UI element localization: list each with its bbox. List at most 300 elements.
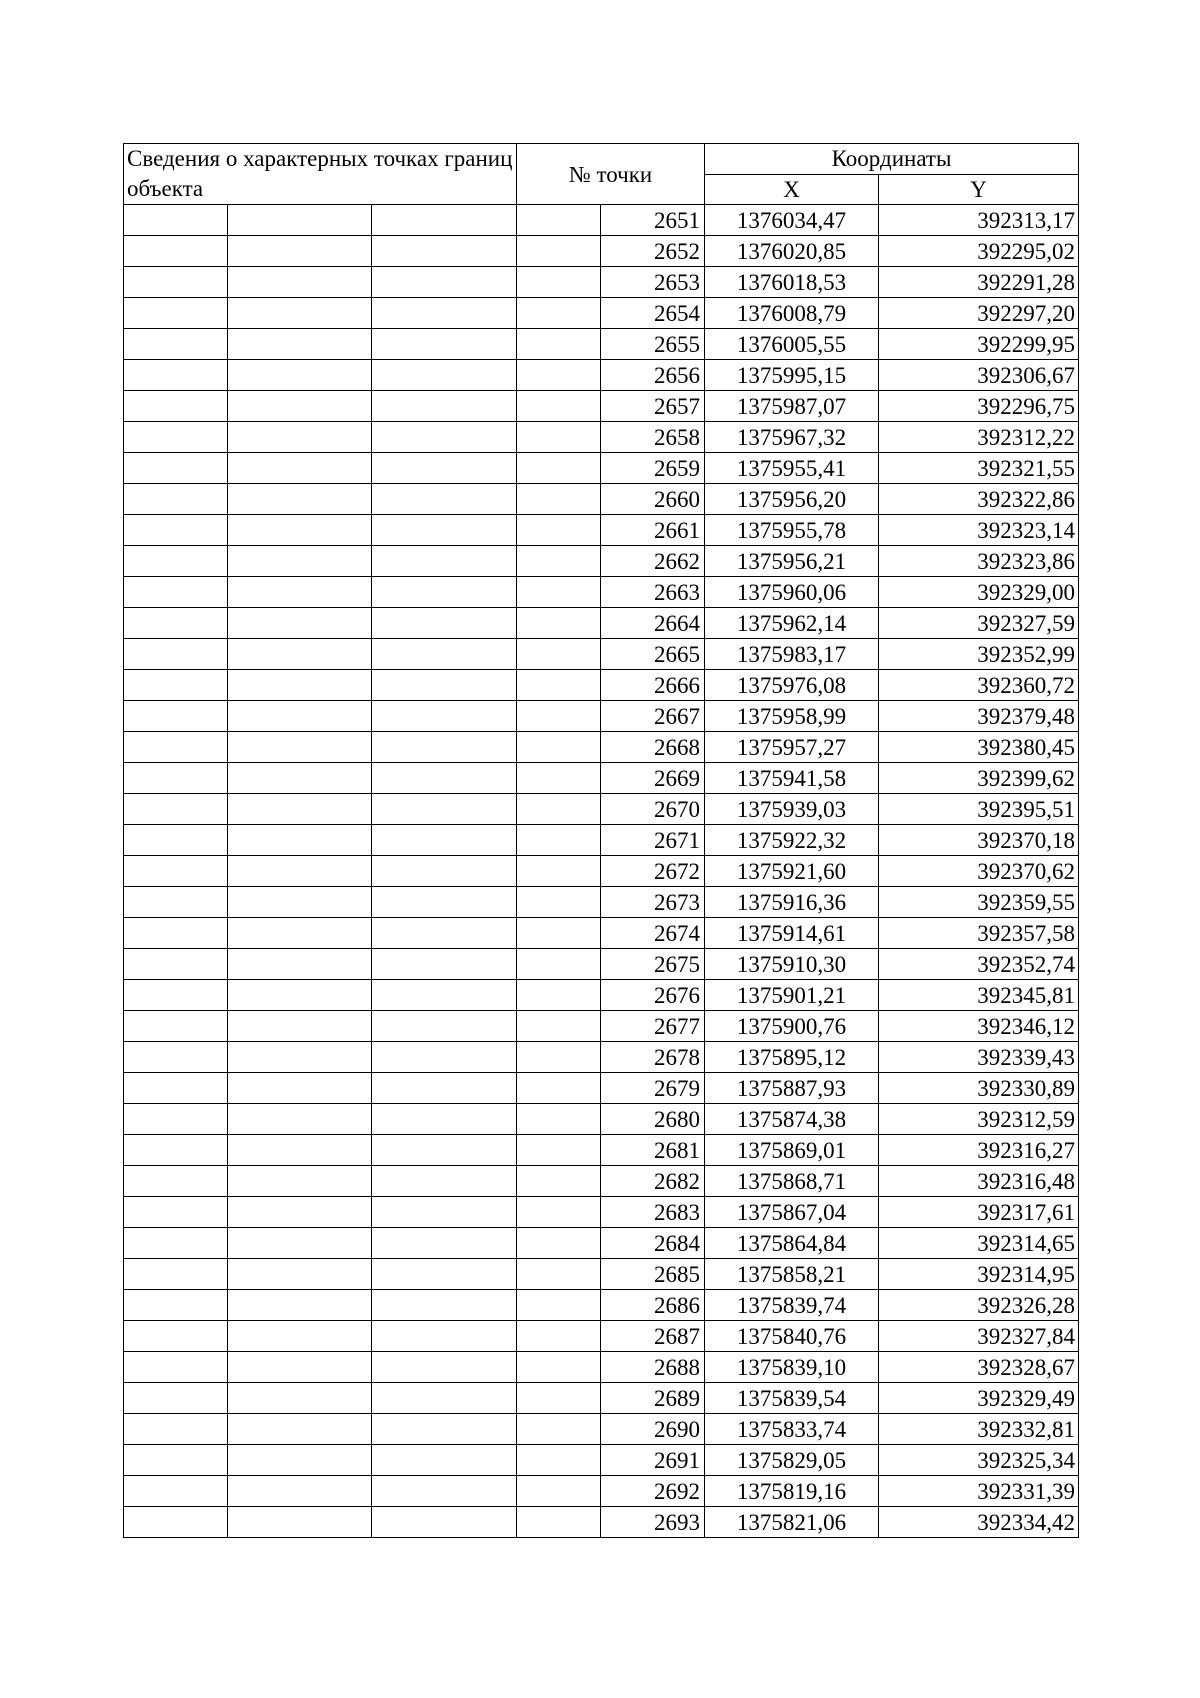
empty-cell xyxy=(124,1352,228,1383)
y-coordinate-cell: 392352,74 xyxy=(879,949,1079,980)
empty-cell xyxy=(372,298,517,329)
point-number-cell: 2671 xyxy=(601,825,705,856)
empty-cell xyxy=(372,1042,517,1073)
table-row xyxy=(124,1259,1079,1290)
empty-cell xyxy=(228,887,372,918)
point-number-cell: 2686 xyxy=(601,1290,705,1321)
empty-cell xyxy=(517,422,601,453)
empty-cell xyxy=(228,825,372,856)
empty-cell xyxy=(372,763,517,794)
empty-cell xyxy=(124,1197,228,1228)
y-coordinate-cell: 392296,75 xyxy=(879,391,1079,422)
empty-cell xyxy=(124,1011,228,1042)
point-number-cell: 2675 xyxy=(601,949,705,980)
table-row xyxy=(124,1073,1079,1104)
empty-cell xyxy=(517,360,601,391)
empty-cell xyxy=(124,918,228,949)
header-row-1 xyxy=(124,144,1079,175)
point-number-cell: 2693 xyxy=(601,1507,705,1538)
empty-cell xyxy=(517,1321,601,1352)
empty-cell xyxy=(228,577,372,608)
empty-cell xyxy=(228,794,372,825)
empty-cell xyxy=(228,1445,372,1476)
empty-cell xyxy=(372,1166,517,1197)
empty-cell xyxy=(228,205,372,236)
table-row xyxy=(124,1042,1079,1073)
y-coordinate-cell: 392299,95 xyxy=(879,329,1079,360)
empty-cell xyxy=(228,1352,372,1383)
x-coordinate-cell: 1375839,10 xyxy=(705,1352,879,1383)
table-row xyxy=(124,980,1079,1011)
x-coordinate-cell: 1375840,76 xyxy=(705,1321,879,1352)
table-row xyxy=(124,484,1079,515)
empty-cell xyxy=(124,980,228,1011)
empty-cell xyxy=(124,1259,228,1290)
empty-cell xyxy=(124,329,228,360)
table-row xyxy=(124,267,1079,298)
x-coordinate-cell: 1375957,27 xyxy=(705,732,879,763)
point-number-cell: 2678 xyxy=(601,1042,705,1073)
table-row xyxy=(124,1507,1079,1538)
y-coordinate-cell: 392313,17 xyxy=(879,205,1079,236)
empty-cell xyxy=(372,608,517,639)
empty-cell xyxy=(372,701,517,732)
empty-cell xyxy=(124,515,228,546)
empty-cell xyxy=(124,608,228,639)
point-number-cell: 2684 xyxy=(601,1228,705,1259)
empty-cell xyxy=(517,1445,601,1476)
x-coordinate-cell: 1376034,47 xyxy=(705,205,879,236)
empty-cell xyxy=(517,1383,601,1414)
empty-cell xyxy=(517,1104,601,1135)
table-row xyxy=(124,856,1079,887)
empty-cell xyxy=(517,391,601,422)
y-coordinate-cell: 392297,20 xyxy=(879,298,1079,329)
empty-cell xyxy=(517,1290,601,1321)
empty-cell xyxy=(228,639,372,670)
empty-cell xyxy=(124,1104,228,1135)
empty-cell xyxy=(517,329,601,360)
empty-cell xyxy=(517,1197,601,1228)
empty-cell xyxy=(124,298,228,329)
empty-cell xyxy=(228,1383,372,1414)
table-row xyxy=(124,329,1079,360)
empty-cell xyxy=(124,422,228,453)
empty-cell xyxy=(228,1228,372,1259)
empty-cell xyxy=(517,732,601,763)
empty-cell xyxy=(124,1166,228,1197)
empty-cell xyxy=(228,267,372,298)
point-number-cell: 2660 xyxy=(601,484,705,515)
y-coordinate-cell: 392380,45 xyxy=(879,732,1079,763)
empty-cell xyxy=(517,608,601,639)
x-coordinate-cell: 1375910,30 xyxy=(705,949,879,980)
empty-cell xyxy=(228,298,372,329)
empty-cell xyxy=(517,577,601,608)
empty-cell xyxy=(372,794,517,825)
x-coordinate-cell: 1375829,05 xyxy=(705,1445,879,1476)
empty-cell xyxy=(517,825,601,856)
y-coordinate-cell: 392360,72 xyxy=(879,670,1079,701)
empty-cell xyxy=(124,887,228,918)
empty-cell xyxy=(228,670,372,701)
point-number-cell: 2672 xyxy=(601,856,705,887)
y-coordinate-cell: 392370,62 xyxy=(879,856,1079,887)
point-number-cell: 2663 xyxy=(601,577,705,608)
x-coordinate-cell: 1375821,06 xyxy=(705,1507,879,1538)
empty-cell xyxy=(372,949,517,980)
empty-cell xyxy=(228,236,372,267)
empty-cell xyxy=(372,732,517,763)
empty-cell xyxy=(124,484,228,515)
x-coordinate-cell: 1375976,08 xyxy=(705,670,879,701)
empty-cell xyxy=(517,794,601,825)
empty-cell xyxy=(124,1073,228,1104)
x-coordinate-cell: 1375900,76 xyxy=(705,1011,879,1042)
empty-cell xyxy=(228,1414,372,1445)
y-coordinate-cell: 392370,18 xyxy=(879,825,1079,856)
empty-cell xyxy=(372,577,517,608)
empty-cell xyxy=(517,515,601,546)
y-coordinate-cell: 392291,28 xyxy=(879,267,1079,298)
empty-cell xyxy=(517,1259,601,1290)
point-number-cell: 2651 xyxy=(601,205,705,236)
empty-cell xyxy=(517,1352,601,1383)
empty-cell xyxy=(372,887,517,918)
empty-cell xyxy=(124,732,228,763)
empty-cell xyxy=(372,484,517,515)
table-row xyxy=(124,515,1079,546)
point-number-cell: 2667 xyxy=(601,701,705,732)
point-number-cell: 2690 xyxy=(601,1414,705,1445)
y-coordinate-cell: 392314,95 xyxy=(879,1259,1079,1290)
empty-cell xyxy=(372,329,517,360)
x-coordinate-cell: 1375895,12 xyxy=(705,1042,879,1073)
point-number-cell: 2680 xyxy=(601,1104,705,1135)
empty-cell xyxy=(228,453,372,484)
empty-cell xyxy=(517,670,601,701)
boundary-points-info-header: Сведения о характерных точках границ объекта xyxy=(124,144,517,205)
empty-cell xyxy=(517,1228,601,1259)
x-coordinate-cell: 1375839,74 xyxy=(705,1290,879,1321)
empty-cell xyxy=(124,856,228,887)
table-row xyxy=(124,1383,1079,1414)
table-row xyxy=(124,546,1079,577)
empty-cell xyxy=(124,1135,228,1166)
empty-cell xyxy=(124,701,228,732)
empty-cell xyxy=(372,1073,517,1104)
x-coordinate-cell: 1375901,21 xyxy=(705,980,879,1011)
empty-cell xyxy=(228,980,372,1011)
empty-cell xyxy=(228,949,372,980)
point-number-header: № точки xyxy=(517,144,705,205)
empty-cell xyxy=(517,1073,601,1104)
point-number-cell: 2674 xyxy=(601,918,705,949)
table-row xyxy=(124,1228,1079,1259)
empty-cell xyxy=(372,205,517,236)
empty-cell xyxy=(372,1507,517,1538)
table-row xyxy=(124,298,1079,329)
empty-cell xyxy=(517,763,601,794)
table-row xyxy=(124,1290,1079,1321)
point-number-cell: 2676 xyxy=(601,980,705,1011)
empty-cell xyxy=(124,546,228,577)
empty-cell xyxy=(372,670,517,701)
y-coordinate-cell: 392395,51 xyxy=(879,794,1079,825)
empty-cell xyxy=(517,887,601,918)
empty-cell xyxy=(372,1259,517,1290)
x-coordinate-cell: 1375921,60 xyxy=(705,856,879,887)
empty-cell xyxy=(228,701,372,732)
point-number-cell: 2661 xyxy=(601,515,705,546)
y-coordinate-cell: 392332,81 xyxy=(879,1414,1079,1445)
empty-cell xyxy=(228,1135,372,1166)
table-row xyxy=(124,794,1079,825)
y-coordinate-cell: 392325,34 xyxy=(879,1445,1079,1476)
coordinates-header: Координаты xyxy=(705,144,1079,175)
empty-cell xyxy=(372,267,517,298)
y-coordinate-cell: 392323,14 xyxy=(879,515,1079,546)
y-coordinate-cell: 392352,99 xyxy=(879,639,1079,670)
y-coordinate-cell: 392334,42 xyxy=(879,1507,1079,1538)
empty-cell xyxy=(228,1104,372,1135)
point-number-cell: 2687 xyxy=(601,1321,705,1352)
y-coordinate-cell: 392321,55 xyxy=(879,453,1079,484)
table-row xyxy=(124,732,1079,763)
x-coordinate-cell: 1375914,61 xyxy=(705,918,879,949)
empty-cell xyxy=(124,949,228,980)
empty-cell xyxy=(517,701,601,732)
empty-cell xyxy=(372,1135,517,1166)
empty-cell xyxy=(228,360,372,391)
point-number-cell: 2659 xyxy=(601,453,705,484)
y-coordinate-cell: 392322,86 xyxy=(879,484,1079,515)
empty-cell xyxy=(372,422,517,453)
empty-cell xyxy=(517,1042,601,1073)
empty-cell xyxy=(372,1383,517,1414)
empty-cell xyxy=(372,546,517,577)
x-coordinate-cell: 1375869,01 xyxy=(705,1135,879,1166)
empty-cell xyxy=(124,205,228,236)
table-row xyxy=(124,1476,1079,1507)
empty-cell xyxy=(517,1166,601,1197)
table-row xyxy=(124,205,1079,236)
empty-cell xyxy=(124,453,228,484)
point-number-cell: 2655 xyxy=(601,329,705,360)
y-coordinate-cell: 392357,58 xyxy=(879,918,1079,949)
empty-cell xyxy=(517,546,601,577)
empty-cell xyxy=(372,856,517,887)
table-row xyxy=(124,670,1079,701)
table-row xyxy=(124,1197,1079,1228)
empty-cell xyxy=(124,1290,228,1321)
empty-cell xyxy=(124,577,228,608)
empty-cell xyxy=(228,1073,372,1104)
empty-cell xyxy=(124,1476,228,1507)
empty-cell xyxy=(372,918,517,949)
empty-cell xyxy=(517,1011,601,1042)
table-row xyxy=(124,391,1079,422)
empty-cell xyxy=(517,267,601,298)
point-number-cell: 2668 xyxy=(601,732,705,763)
table-row xyxy=(124,639,1079,670)
x-coordinate-cell: 1376018,53 xyxy=(705,267,879,298)
x-coordinate-cell: 1375874,38 xyxy=(705,1104,879,1135)
empty-cell xyxy=(228,732,372,763)
empty-cell xyxy=(228,1476,372,1507)
coordinates-table xyxy=(123,143,1079,1538)
y-coordinate-cell: 392314,65 xyxy=(879,1228,1079,1259)
table-row xyxy=(124,1135,1079,1166)
point-number-cell: 2665 xyxy=(601,639,705,670)
x-coordinate-cell: 1375983,17 xyxy=(705,639,879,670)
empty-cell xyxy=(124,763,228,794)
table-row xyxy=(124,577,1079,608)
table-row xyxy=(124,236,1079,267)
point-number-cell: 2656 xyxy=(601,360,705,391)
point-number-cell: 2689 xyxy=(601,1383,705,1414)
empty-cell xyxy=(517,484,601,515)
empty-cell xyxy=(124,1042,228,1073)
point-number-cell: 2691 xyxy=(601,1445,705,1476)
x-coordinate-cell: 1375962,14 xyxy=(705,608,879,639)
empty-cell xyxy=(228,1011,372,1042)
empty-cell xyxy=(372,639,517,670)
y-coordinate-cell: 392316,48 xyxy=(879,1166,1079,1197)
empty-cell xyxy=(372,1104,517,1135)
y-coordinate-cell: 392379,48 xyxy=(879,701,1079,732)
y-coordinate-cell: 392326,28 xyxy=(879,1290,1079,1321)
point-number-cell: 2657 xyxy=(601,391,705,422)
point-number-cell: 2677 xyxy=(601,1011,705,1042)
x-coordinate-cell: 1375819,16 xyxy=(705,1476,879,1507)
point-number-cell: 2653 xyxy=(601,267,705,298)
x-coordinate-cell: 1375887,93 xyxy=(705,1073,879,1104)
x-coordinate-cell: 1375916,36 xyxy=(705,887,879,918)
empty-cell xyxy=(372,360,517,391)
empty-cell xyxy=(517,236,601,267)
table-row xyxy=(124,608,1079,639)
empty-cell xyxy=(517,1476,601,1507)
empty-cell xyxy=(372,236,517,267)
point-number-cell: 2681 xyxy=(601,1135,705,1166)
empty-cell xyxy=(372,453,517,484)
empty-cell xyxy=(228,856,372,887)
x-coordinate-cell: 1375995,15 xyxy=(705,360,879,391)
empty-cell xyxy=(124,794,228,825)
point-number-cell: 2654 xyxy=(601,298,705,329)
x-coordinate-cell: 1375941,58 xyxy=(705,763,879,794)
empty-cell xyxy=(228,763,372,794)
point-number-cell: 2658 xyxy=(601,422,705,453)
x-coordinate-cell: 1375955,78 xyxy=(705,515,879,546)
empty-cell xyxy=(228,484,372,515)
x-coordinate-cell: 1375864,84 xyxy=(705,1228,879,1259)
table-row xyxy=(124,360,1079,391)
y-coordinate-cell: 392359,55 xyxy=(879,887,1079,918)
point-number-cell: 2685 xyxy=(601,1259,705,1290)
y-coordinate-cell: 392295,02 xyxy=(879,236,1079,267)
empty-cell xyxy=(517,918,601,949)
x-coordinate-cell: 1375967,32 xyxy=(705,422,879,453)
empty-cell xyxy=(124,1321,228,1352)
table-row xyxy=(124,887,1079,918)
y-coordinate-cell: 392327,59 xyxy=(879,608,1079,639)
empty-cell xyxy=(228,1321,372,1352)
y-coordinate-cell: 392312,22 xyxy=(879,422,1079,453)
x-coordinate-cell: 1376020,85 xyxy=(705,236,879,267)
x-coordinate-cell: 1375867,04 xyxy=(705,1197,879,1228)
y-coordinate-cell: 392327,84 xyxy=(879,1321,1079,1352)
y-coordinate-cell: 392306,67 xyxy=(879,360,1079,391)
point-number-cell: 2683 xyxy=(601,1197,705,1228)
point-number-cell: 2652 xyxy=(601,236,705,267)
empty-cell xyxy=(124,1445,228,1476)
empty-cell xyxy=(372,1290,517,1321)
x-coordinate-cell: 1375858,21 xyxy=(705,1259,879,1290)
empty-cell xyxy=(517,205,601,236)
y-coordinate-cell: 392328,67 xyxy=(879,1352,1079,1383)
table-body xyxy=(124,144,1079,1538)
table-row xyxy=(124,453,1079,484)
empty-cell xyxy=(517,298,601,329)
table-row xyxy=(124,1352,1079,1383)
empty-cell xyxy=(517,856,601,887)
empty-cell xyxy=(124,1414,228,1445)
point-number-cell: 2669 xyxy=(601,763,705,794)
empty-cell xyxy=(517,1414,601,1445)
point-number-cell: 2682 xyxy=(601,1166,705,1197)
empty-cell xyxy=(228,1197,372,1228)
y-coordinate-cell: 392329,00 xyxy=(879,577,1079,608)
point-number-cell: 2692 xyxy=(601,1476,705,1507)
empty-cell xyxy=(372,1011,517,1042)
empty-cell xyxy=(228,608,372,639)
empty-cell xyxy=(372,980,517,1011)
table-row xyxy=(124,1104,1079,1135)
empty-cell xyxy=(124,639,228,670)
x-column-header: X xyxy=(705,174,879,205)
empty-cell xyxy=(372,1197,517,1228)
point-number-cell: 2673 xyxy=(601,887,705,918)
y-coordinate-cell: 392346,12 xyxy=(879,1011,1079,1042)
table-row xyxy=(124,918,1079,949)
empty-cell xyxy=(228,918,372,949)
table-row xyxy=(124,701,1079,732)
empty-cell xyxy=(372,1476,517,1507)
table-row xyxy=(124,1414,1079,1445)
table-row xyxy=(124,825,1079,856)
empty-cell xyxy=(517,949,601,980)
x-coordinate-cell: 1375960,06 xyxy=(705,577,879,608)
table-row xyxy=(124,763,1079,794)
x-coordinate-cell: 1375868,71 xyxy=(705,1166,879,1197)
empty-cell xyxy=(124,1507,228,1538)
empty-cell xyxy=(124,670,228,701)
empty-cell xyxy=(228,1042,372,1073)
table-row xyxy=(124,1445,1079,1476)
point-number-cell: 2688 xyxy=(601,1352,705,1383)
x-coordinate-cell: 1375955,41 xyxy=(705,453,879,484)
empty-cell xyxy=(372,1445,517,1476)
y-coordinate-cell: 392317,61 xyxy=(879,1197,1079,1228)
x-coordinate-cell: 1376005,55 xyxy=(705,329,879,360)
empty-cell xyxy=(228,515,372,546)
empty-cell xyxy=(372,391,517,422)
empty-cell xyxy=(228,546,372,577)
point-number-cell: 2670 xyxy=(601,794,705,825)
y-coordinate-cell: 392330,89 xyxy=(879,1073,1079,1104)
